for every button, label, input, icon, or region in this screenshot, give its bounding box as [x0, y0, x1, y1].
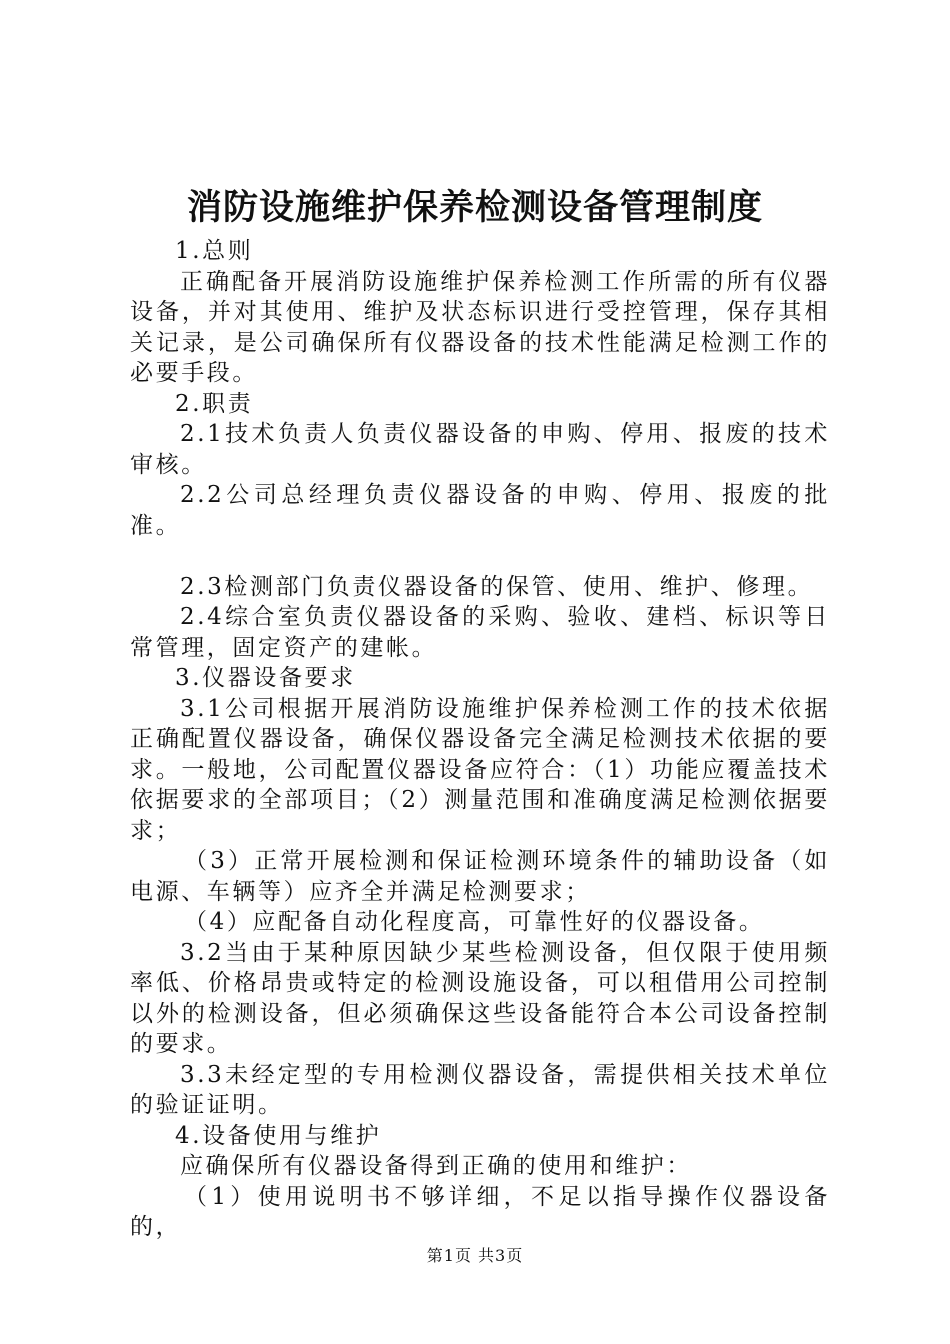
section-heading-use-maintenance: 4.设备使用与维护: [175, 1122, 382, 1149]
paragraph: 2.3检测部门负责仪器设备的保管、使用、维护、修理。: [180, 573, 814, 600]
section-heading-general: 1.总则: [175, 238, 254, 264]
paragraph: （4）应配备自动化程度高，可靠性好的仪器设备。: [184, 909, 765, 935]
paragraph: 3.2当由于某种原因缺少某些检测设备，但仅限于使用频率低、价格昂贵或特定的检测设施设备，可以租借用公司控制以外的检测设备，但必须确保这些设备能符合本公司设备控制的要求。: [130, 939, 830, 1057]
document-title: 消防设施维护保养检测设备管理制度: [186, 187, 763, 228]
blank-line: [130, 541, 830, 572]
paragraph: 2.4综合室负责仪器设备的采购、验收、建档、标识等日常管理，固定资产的建帐。: [130, 604, 830, 661]
paragraph: 3.1公司根据开展消防设施维护保养检测工作的技术依据正确配置仪器设备，确保仪器设备完全满足检测技术依据的要求。一般地，公司配置仪器设备应符合：（1）功能应覆盖技术依据要求的全部项目；（2）测量范围和准确度满足检测依据要求；: [130, 695, 830, 844]
paragraph: 2.2公司总经理负责仪器设备的申购、停用、报废的批准。: [130, 482, 830, 539]
section-heading-duties: 2.职责: [175, 390, 254, 417]
document-body: [130, 236, 830, 1243]
paragraph: 2.1技术负责人负责仪器设备的申购、停用、报废的技术审核。: [130, 421, 830, 478]
paragraph: 3.3未经定型的专用检测仪器设备，需提供相关技术单位的验证证明。: [130, 1061, 830, 1118]
paragraph: （3）正常开展检测和保证检测环境条件的辅助设备（如电源、车辆等）应齐全并满足检测要求；: [130, 848, 830, 905]
paragraph: 正确配备开展消防设施维护保养检测工作所需的所有仪器设备，并对其使用、维护及状态标识进行受控管理，保存其相关记录，是公司确保所有仪器设备的技术性能满足检测工作的必要手段。: [130, 268, 830, 386]
paragraph: （1）使用说明书不够详细，不足以指导操作仪器设备的，: [130, 1183, 830, 1240]
section-heading-equipment-requirements: 3.仪器设备要求: [175, 665, 356, 691]
paragraph: 应确保所有仪器设备得到正确的使用和维护：: [180, 1153, 692, 1179]
page-footer: 第1页 共3页: [426, 1246, 524, 1265]
